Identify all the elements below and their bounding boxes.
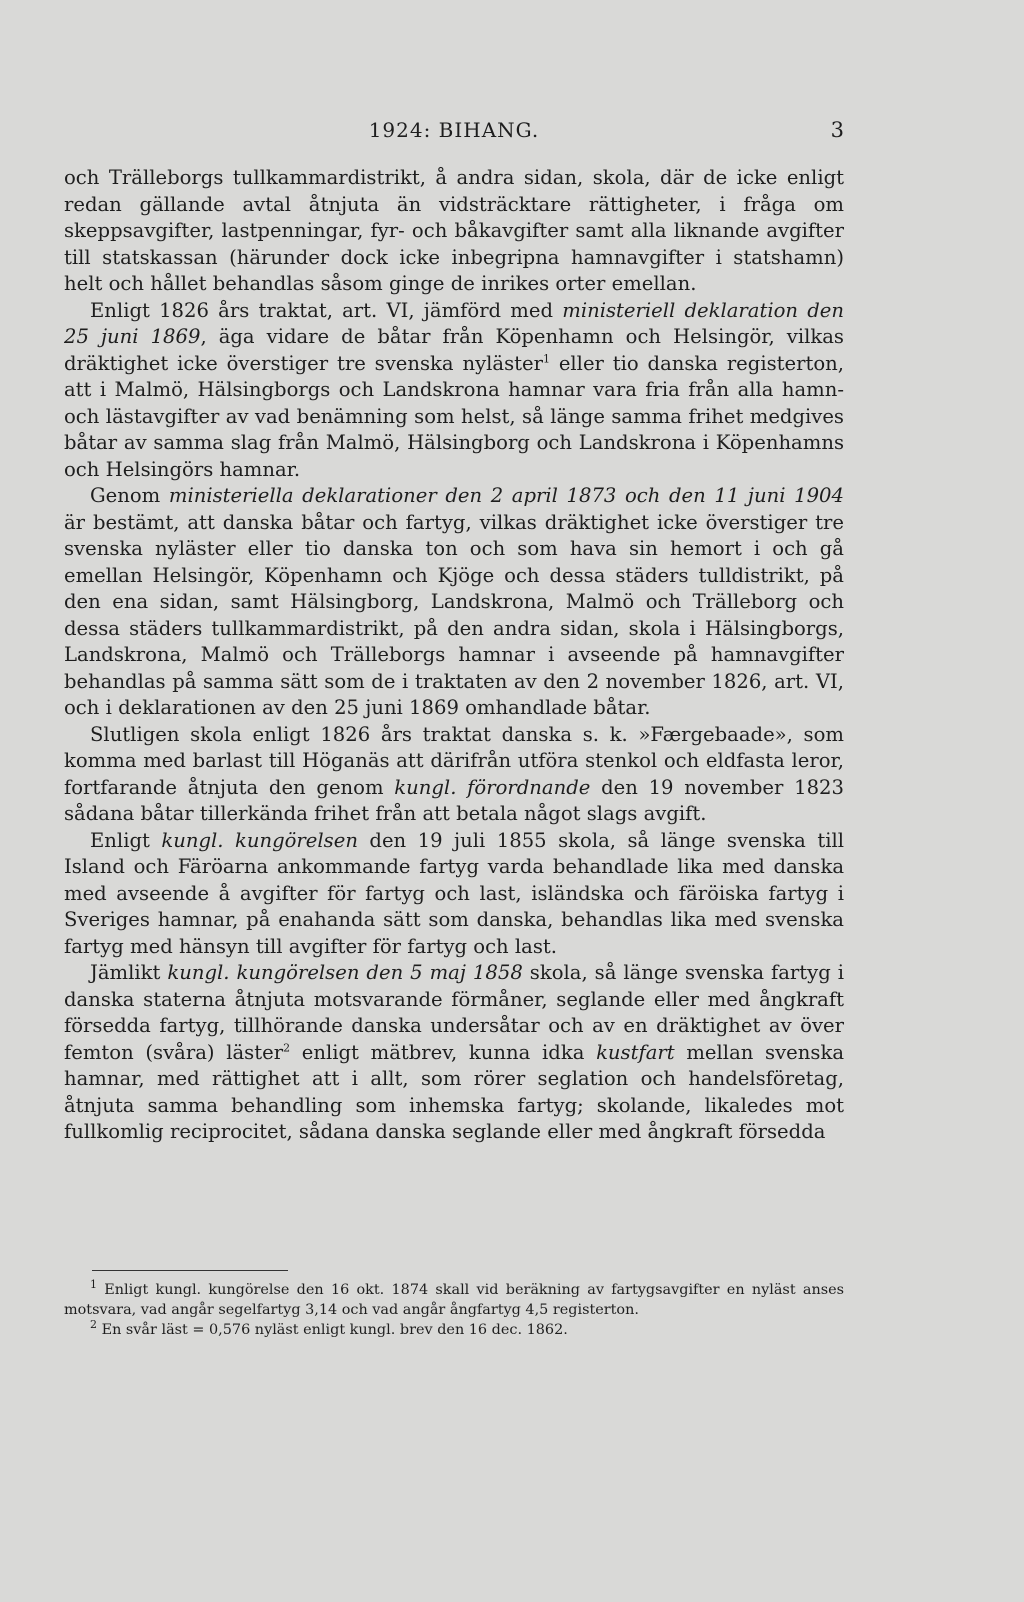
text-run: mellan svenska hamnar, med rättighet att i allt, som rörer seglation och handelsföretag, åtnjuta samma behandling som inhemska fartyg; skolande, likaledes mot fullkomlig reciprocitet, sådana danska seglande eller med ångkraft försedda [64,1040,844,1143]
page-number: 3 [830,118,844,142]
italic-text: ministeriella deklarationer den 2 april 1873 och den 11 juni 1904 [168,484,844,507]
footnote-divider [92,1270,288,1271]
footnote [64,1280,844,1320]
text-run: skola, så länge svenska fartyg i danska staterna åtnjuta motsvarande förmåner, seglande eller med ångkraft försedda fartyg, tillhörande danska undersåtar och av en dräktighet av över femton (svåra) läster [64,961,845,1064]
footnote-number: 2 [90,1318,97,1332]
italic-text: kungl. kungörelsen [161,828,358,852]
footnotes [64,1280,844,1340]
text-run: enligt mätbrev, kunna idka [290,1040,597,1064]
running-head: 1924: BIHANG. [368,118,540,142]
italic-text: kustfart [596,1040,675,1064]
italic-text: ministeriell deklaration den 25 juni 1869 [64,298,845,348]
body-text [64,165,844,1146]
footnote-text: Enligt kungl. kungörelse den 16 okt. 1874 skall vid beräkning av fartygsavgifter en nyläst anses motsvara, vad angår segelfartyg 3,14 och vad angår ångfartyg 4,5 registerton. [64,1282,844,1318]
paragraph [64,483,844,722]
footnote-number: 1 [90,1278,97,1292]
italic-text: kungl. kungörelsen den 5 maj 1858 [167,961,523,984]
footnote-text: En svår läst = 0,576 nyläst enligt kungl. brev den 16 dec. 1862. [97,1322,568,1338]
text-run: , äga vidare de båtar från Köpenhamn och Helsingör, vilkas dräktighet icke överstiger tre svenska nyläster [64,325,844,375]
text-run: Enligt 1826 års traktat, art. VI, jämförd med [90,298,563,322]
text-run: Genom [90,484,169,507]
page-header [64,118,844,148]
footnote-mark: 1 [542,351,550,365]
paragraph [64,722,844,828]
text-run: den 19 juli 1855 skola, så länge svenska till Island och Färöarna ankommande fartyg varda behandlade lika med danska med avseende å avgifter för fartyg och last, isländska och färöiska fartyg i Sveriges hamnar, på enahanda sätt som danska, behandlas lika med svenska fartyg med hänsyn till avgifter för fartyg och last. [64,828,844,958]
text-run: Jämlikt [90,961,168,984]
italic-text: kungl. förordnande [394,775,591,799]
paragraph [64,828,844,961]
footnote [64,1320,844,1340]
text-run: den 19 november 1823 sådana båtar tillerkända frihet från att betala något slags avgift. [64,775,844,825]
text-run: eller tio danska registerton, att i Malmö, Hälsingborgs och Landskrona hamnar vara fria från alla hamn- och lästavgifter av vad benämning som helst, så länge samma frihet medgives båtar av samma slag från Malmö, Hälsingborg och Landskrona i Köpenhamns och Helsingörs hamnar. [64,351,844,481]
paragraph [64,298,844,484]
text-run: är bestämt, att danska båtar och fartyg, vilkas dräktighet icke överstiger tre svenska nyläster eller tio danska ton och som hava sin hemort i och gå emellan Helsingör, Köpenhamn och Kjöge och dessa städers tulldistrikt, på den ena sidan, samt Hälsingborg, Landskrona, Malmö och Trälleborg och dessa städers tullkammardistrikt, på den andra sidan, skola i Hälsingborgs, Landskrona, Malmö och Trälleborgs hamnar i avseende på hamnavgifter behandlas på samma sätt som de i traktaten av den 2 november 1826, art. VI, och i deklarationen av den 25 juni 1869 omhandlade båtar. [64,510,844,719]
text-run: Enligt [90,828,162,852]
text-run: och Trälleborgs tullkammardistrikt, å andra sidan, skola, där de icke enligt redan gällande avtal åtnjuta än vidsträcktare rättigheter, i fråga om skeppsavgifter, lastpenningar, fyr- och båkavgifter samt alla liknande avgifter till statskassan (härunder dock icke inbegripna hamnavgifter i statshamn) helt och hållet behandlas såsom ginge de inrikes orter emellan. [64,166,844,295]
text-run: Slutligen skola enligt 1826 års traktat danska s. k. »Færgebaade», som komma med barlast till Höganäs att därifrån utföra stenkol och eldfasta leror, fortfarande åtnjuta den genom [64,722,844,799]
paragraph [64,960,844,1146]
paragraph [64,165,844,298]
footnote-mark: 2 [283,1040,291,1054]
